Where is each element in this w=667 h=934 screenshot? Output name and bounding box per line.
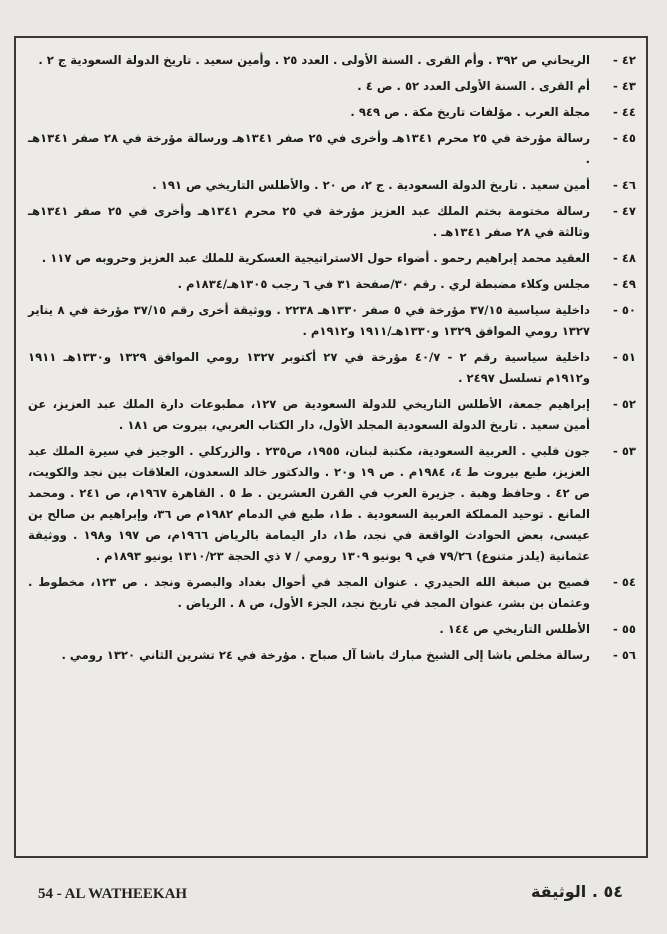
- footnote-item: [28, 102, 636, 123]
- footnote-item: [28, 645, 636, 666]
- footnote-item: [28, 572, 636, 614]
- footnote-text: رسالة مخلص باشا إلى الشيخ مبارك باشا آل صباح . مؤرخة في ٢٤ تشرين الثاني ١٣٢٠ رومي .: [61, 648, 590, 662]
- footnote-item: [28, 248, 636, 269]
- footnote-item: [28, 175, 636, 196]
- footnote-item: [28, 394, 636, 436]
- footnote-number: ٤٧ -: [612, 204, 636, 218]
- footnote-item: [28, 76, 636, 97]
- footnote-text: أمين سعيد . تاريخ الدولة السعودية . ج ٢، ص ٢٠ . والأطلس التاريخي ص ١٩١ .: [152, 178, 590, 192]
- footnote-number: ٤٥ -: [612, 131, 636, 145]
- footnote-text: أم القرى . السنة الأولى العدد ٥٢ . ص ٤ .: [357, 79, 590, 93]
- footnote-number: ٥١ -: [612, 350, 636, 364]
- footer-page-label-english: 54 - AL WATHEEKAH: [38, 886, 188, 902]
- footnote-item: [28, 50, 636, 71]
- footnote-text: رسالة مختومة بختم الملك عبد العزيز مؤرخة في ٢٥ محرم ١٣٤١هـ وأخرى في ٢٥ صفر ١٣٤١هـ وثالثة في ٢٨ صفر ١٣٤١هـ .: [28, 204, 590, 239]
- footnote-number: ٤٤ -: [612, 105, 636, 119]
- footnote-item: [28, 201, 636, 243]
- footnote-number: ٥٤ -: [612, 575, 636, 589]
- footnote-text: داخلية سياسية رقم ٢ - ٤٠/٧ مؤرخة في ٢٧ أكتوبر ١٣٢٧ رومي الموافق ١٣٢٩ و١٣٣٠هـ ١٩١١ و١٩١٢م تسلسل ٢٤٩٧ .: [28, 350, 590, 385]
- footnote-number: ٥٠ -: [612, 303, 636, 317]
- footnote-number: ٤٩ -: [612, 277, 636, 291]
- footnote-number: ٤٣ -: [612, 79, 636, 93]
- footnote-text: الريحاني ص ٣٩٢ . وأم القرى . السنة الأولى . العدد ٢٥ . وأمين سعيد . تاريخ الدولة السعودية ج ٢ .: [38, 53, 590, 67]
- footnote-number: ٥٦ -: [612, 648, 636, 662]
- footnote-text: رسالة مؤرخة في ٢٥ محرم ١٣٤١هـ وأخرى في ٢٥ صفر ١٣٤١هـ ورسالة مؤرخة في ٢٨ صفر ١٣٤١هـ .: [28, 131, 590, 166]
- footer-page-label-arabic: ٥٤ . الوثيقة: [530, 882, 623, 901]
- footnote-item: [28, 300, 636, 342]
- footnote-text: جون فلبي . العربية السعودية، مكتبة لبنان، ١٩٥٥، ص٢٣٥ . والزركلي . الوجيز في سيرة الملك عبد العزيز، طبع بيروت ط ٤، ١٩٨٤م . ص ١٩ و٢٠ . والدكتور خالد السعدون، العلاقات بين نجد والكويت، ص ٤٢ . وحافظ وهبة . جزيرة العرب في القرن العشرين . ط ٥ . القاهرة ١٩٦٧م، ص ٢٤١ . ومحمد المانع . توحيد المملكة العربية السعودية . ط١، طبع في الدمام ١٩٨٢م ص ٣٦، وإبراهيم بن صالح بن عيسى، بعض الحوادث الواقعة في نجد، ط١، دار اليمامة بالرياض ١٩٦٦م، ص ١٩٧ و١٩٨ . ووثيقة عثمانية (يلدز متنوع) ٧٩/٢٦ في ٩ يونيو ١٣٠٩ رومي / ٧ ذي الحجة ١٣١٠/٢٣ يونيو ١٨٩٣م .: [28, 444, 591, 563]
- footnote-text: مجلة العرب . مؤلفات تاريخ مكة . ص ٩٤٩ .: [350, 105, 590, 119]
- footnote-text: داخلية سياسية ٣٧/١٥ مؤرخة في ٥ صفر ١٣٣٠هـ ٢٢٣٨ . ووثيقة أخرى رقم ٣٧/١٥ مؤرخة في ٨ يناير ١٣٢٧ رومي الموافق ١٣٢٩ و١٣٣٠هـ/١٩١١ و١٩١٢م .: [28, 303, 590, 338]
- content-frame: [14, 36, 648, 858]
- footnote-item: [28, 619, 636, 640]
- footnote-text: مجلس وكلاء مضبطة لري . رقم ٣٠/صفحة ٣١ في ٦ رجب ١٣٠٥هـ/١٨٣٤م .: [177, 277, 590, 291]
- footnote-number: ٤٦ -: [612, 178, 636, 192]
- footnotes-list: [28, 50, 636, 671]
- footnote-number: ٥٥ -: [612, 622, 636, 636]
- footnote-number: ٥٣ -: [612, 444, 636, 458]
- footnote-item: [28, 274, 636, 295]
- footnote-text: العقيد محمد إبراهيم رحمو . أضواء حول الاستراتيجية العسكرية للملك عبد العزيز وحروبه ص ١١٧ .: [41, 251, 590, 265]
- footnote-item: [28, 441, 636, 567]
- footnote-number: ٤٨ -: [612, 251, 636, 265]
- footnote-number: ٤٢ -: [612, 53, 636, 67]
- footnote-text: إبراهيم جمعة، الأطلس التاريخي للدولة السعودية ص ١٢٧، مطبوعات دارة الملك عبد العزيز، عن أمين سعيد . تاريخ الدولة السعودية المجلد الأول، دار الكتاب العربي، بيروت ص ١٨١ .: [28, 397, 590, 432]
- footnote-item: [28, 347, 636, 389]
- footnote-number: ٥٢ -: [612, 397, 636, 411]
- footnote-text: الأطلس التاريخي ص ١٤٤ .: [439, 622, 590, 636]
- footnote-item: [28, 128, 636, 170]
- footnote-text: فصيح بن صبغة الله الحيدري . عنوان المجد في أحوال بغداد والبصرة ونجد . ص ١٢٣، مخطوط . وعثمان بن بشر، عنوان المجد في تاريخ نجد، الجزء الأول، ص ٨ . الرياض .: [28, 575, 590, 610]
